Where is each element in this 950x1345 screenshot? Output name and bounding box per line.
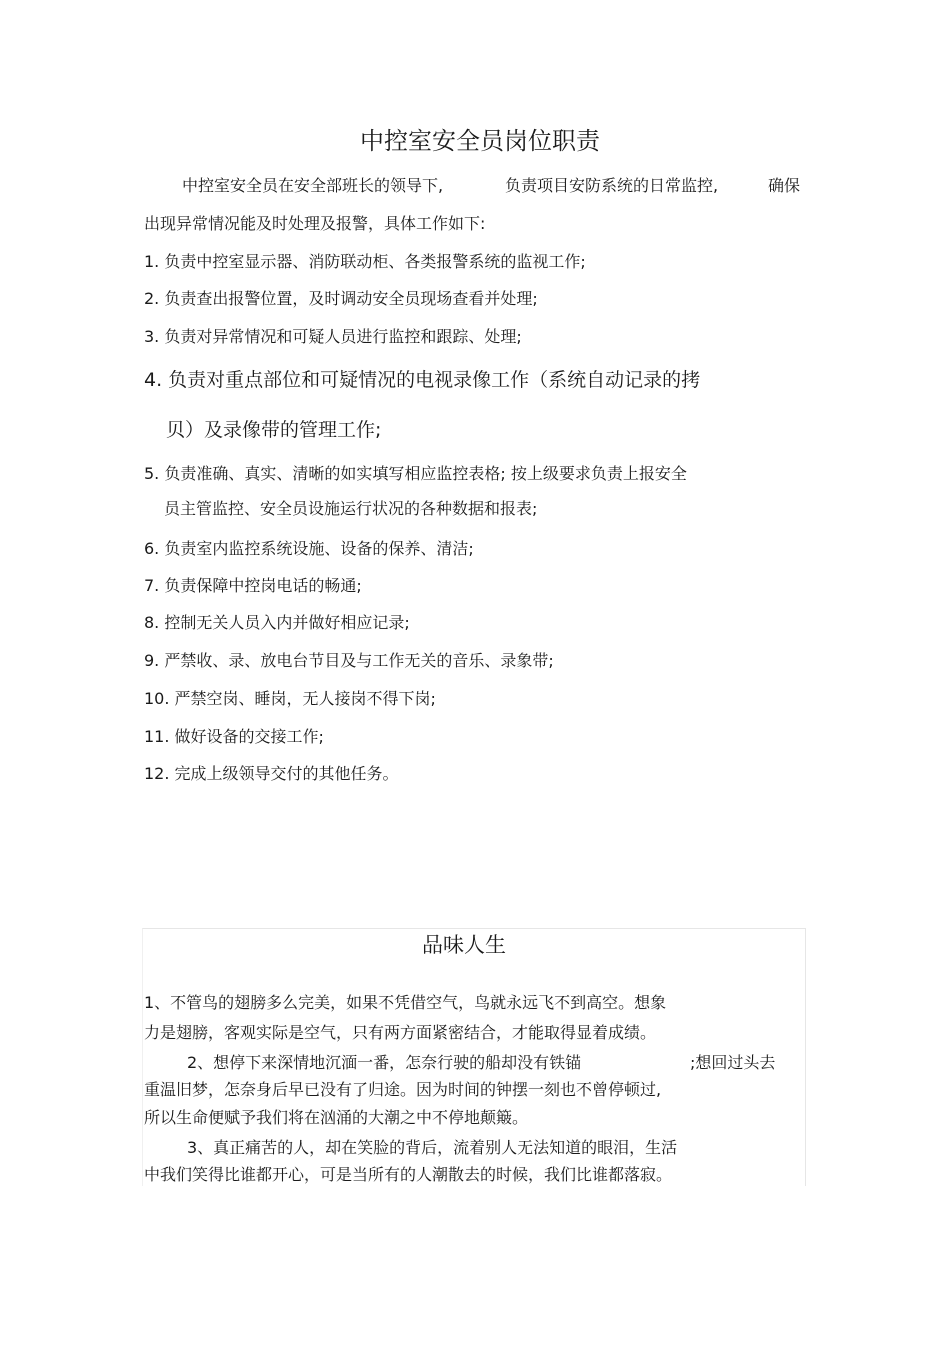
essay-line-4: 重温旧梦，怎奈身后早已没有了归途。因为时间的钟摆一刻也不曾停顿过, bbox=[144, 1080, 662, 1099]
essay-line-2: 力是翅膀，客观实际是空气，只有两方面紧密结合，才能取得显着成绩。 bbox=[144, 1023, 657, 1042]
duty-item-8: 8. 控制无关人员入内并做好相应记录; bbox=[144, 613, 410, 632]
duty-item-2: 2. 负责查出报警位置，及时调动安全员现场查看并处理; bbox=[144, 289, 538, 308]
duty-item-10: 10. 严禁空岗、睡岗，无人接岗不得下岗; bbox=[144, 689, 436, 708]
essay-line-6: 3、真正痛苦的人，却在笑脸的背后，流着别人无法知道的眼泪，生活 bbox=[187, 1138, 678, 1157]
duty-item-12: 12. 完成上级领导交付的其他任务。 bbox=[144, 764, 399, 783]
duty-item-5-cont: 员主管监控、安全员设施运行状况的各种数据和报表; bbox=[164, 499, 538, 518]
intro-text-line-2: 出现异常情况能及时处理及报警，具体工作如下: bbox=[144, 214, 486, 233]
essay-line-3: 2、想停下来深情地沉湎一番，怎奈行驶的船却没有铁锚 bbox=[187, 1053, 582, 1072]
duty-item-5: 5. 负责准确、真实、清晰的如实填写相应监控表格; 按上级要求负责上报安全 bbox=[144, 464, 687, 483]
essay-line-7: 中我们笑得比谁都开心，可是当所有的人潮散去的时候，我们比谁都落寂。 bbox=[144, 1165, 673, 1184]
essay-line-1: 1、不管鸟的翅膀多么完美，如果不凭借空气，鸟就永远飞不到高空。想象 bbox=[144, 993, 667, 1012]
duty-item-4-cont: 贝）及录像带的管理工作; bbox=[166, 419, 382, 441]
duty-item-11: 11. 做好设备的交接工作; bbox=[144, 727, 324, 746]
essay-title: 品味人生 bbox=[422, 933, 506, 957]
document-title: 中控室安全员岗位职责 bbox=[360, 127, 600, 155]
intro-text-part-1: 中控室安全员在安全部班长的领导下, bbox=[182, 176, 444, 195]
duty-item-4: 4. 负责对重点部位和可疑情况的电视录像工作（系统自动记录的拷 bbox=[144, 369, 701, 391]
intro-text-part-3: 确保 bbox=[768, 176, 801, 195]
duty-item-1: 1. 负责中控室显示器、消防联动柜、各类报警系统的监视工作; bbox=[144, 252, 586, 271]
essay-line-5: 所以生命便赋予我们将在汹涌的大潮之中不停地颠簸。 bbox=[144, 1108, 529, 1127]
duty-item-3: 3. 负责对异常情况和可疑人员进行监控和跟踪、处理; bbox=[144, 327, 522, 346]
essay-line-3-tail: ;想回过头去 bbox=[690, 1053, 776, 1072]
duty-item-6: 6. 负责室内监控系统设施、设备的保养、清洁; bbox=[144, 539, 474, 558]
intro-text-part-2: 负责项目安防系统的日常监控, bbox=[505, 176, 719, 195]
duty-item-7: 7. 负责保障中控岗电话的畅通; bbox=[144, 576, 362, 595]
duty-item-9: 9. 严禁收、录、放电台节目及与工作无关的音乐、录象带; bbox=[144, 651, 554, 670]
